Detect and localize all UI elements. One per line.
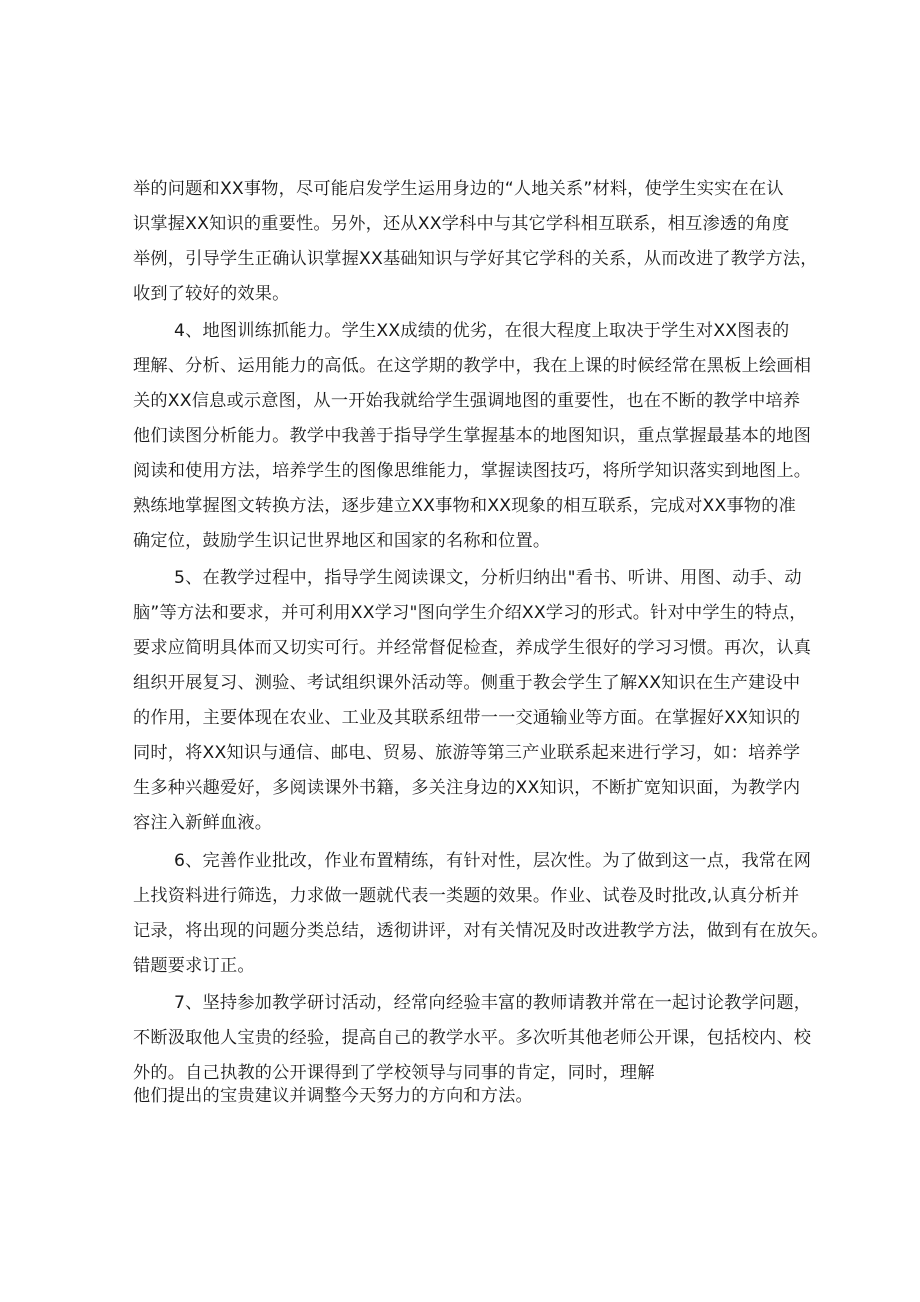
text-line: 关的XX信息或示意图，从一开始我就给学生强调地图的重要性，也在不断的教学中培养	[133, 391, 801, 411]
text-line: 理解、分析、运用能力的高低。在这学期的教学中，我在上课的时候经常在黑板上绘画相	[133, 356, 812, 376]
text-line: 容注入新鲜血液。	[133, 813, 273, 833]
text-line: 他们读图分析能力。教学中我善于指导学生掌握基本的地图知识，重点掌握最基本的地图	[133, 426, 812, 446]
text-line: 7、坚持参加教学研讨活动，经常向经验丰富的教师请教并常在一起讨论教学问题，	[174, 993, 812, 1013]
text-line: 确定位，鼓励学生识记世界地区和国家的名称和位置。	[133, 531, 551, 551]
text-line: 阅读和使用方法，培养学生的图像思维能力，掌握读图技巧，将所学知识落实到地图上。	[133, 461, 812, 481]
text-line: 不断汲取他人宝贵的经验，提高自己的教学水平。多次听其他老师公开课，包括校内、校	[133, 1028, 812, 1048]
text-line: 生多种兴趣爱好，多阅读课外书籍，多关注身边的XX知识，不断扩宽知识面，为教学内	[133, 778, 801, 798]
text-line: 记录，将出现的问题分类总结，透彻讲评，对有关情况及时改进教学方法，做到有在放矢。	[133, 921, 829, 941]
text-line: 他们提出的宝贵建议并调整今天努力的方向和方法。	[133, 1086, 533, 1106]
text-line: 4、地图训练抓能力。学生XX成绩的优劣，在很大程度上取决于学生对XX图表的	[174, 321, 790, 341]
text-line: 熟练地掌握图文转换方法，逐步建立XX事物和XX现象的相互联系，完成对XX事物的准	[133, 496, 797, 516]
text-line: 收到了较好的效果。	[133, 284, 290, 304]
text-line: 同时，将XX知识与通信、邮电、贸易、旅游等第三产业联系起来进行学习，如：培养学	[133, 743, 801, 763]
text-line: 脑”等方法和要求，并可利用XX学习"图向学生介绍XX学习的形式。针对中学生的特点，	[133, 603, 807, 623]
text-line: 5、在教学过程中，指导学生阅读课文，分析归纳出"看书、听讲、用图、动手、动	[174, 568, 802, 588]
text-line: 识掌握XX知识的重要性。另外，还从XX学科中与其它学科相互联系，相互渗透的角度	[133, 214, 790, 234]
text-line: 错题要求订正。	[133, 956, 255, 976]
text-line: 6、完善作业批改，作业布置精练，有针对性，层次性。为了做到这一点，我常在网	[174, 851, 812, 871]
text-line: 要求应简明具体而又切实可行。并经常督促检查，养成学生很好的学习习惯。再次，认真	[133, 638, 812, 658]
text-line: 举的问题和XX事物，尽可能启发学生运用身边的“人地关系”材料，使学生实实在在认	[133, 179, 784, 199]
text-line: 外的。自己执教的公开课得到了学校领导与同事的肯定，同时，理解	[133, 1063, 655, 1083]
text-line: 组织开展复习、测验、考试组织课外活动等。侧重于教会学生了解XX知识在生产建设中	[133, 673, 801, 693]
text-line: 上找资料进行筛选，力求做一题就代表一类题的效果。作业、试卷及时批改,认真分析并	[133, 886, 800, 906]
text-line: 举例，引导学生正确认识掌握XX基础知识与学好其它学科的关系，从而改进了教学方法，	[133, 249, 818, 269]
text-line: 的作用，主要体现在农业、工业及其联系纽带一一交通输业等方面。在掌握好XX知识的	[133, 708, 801, 728]
